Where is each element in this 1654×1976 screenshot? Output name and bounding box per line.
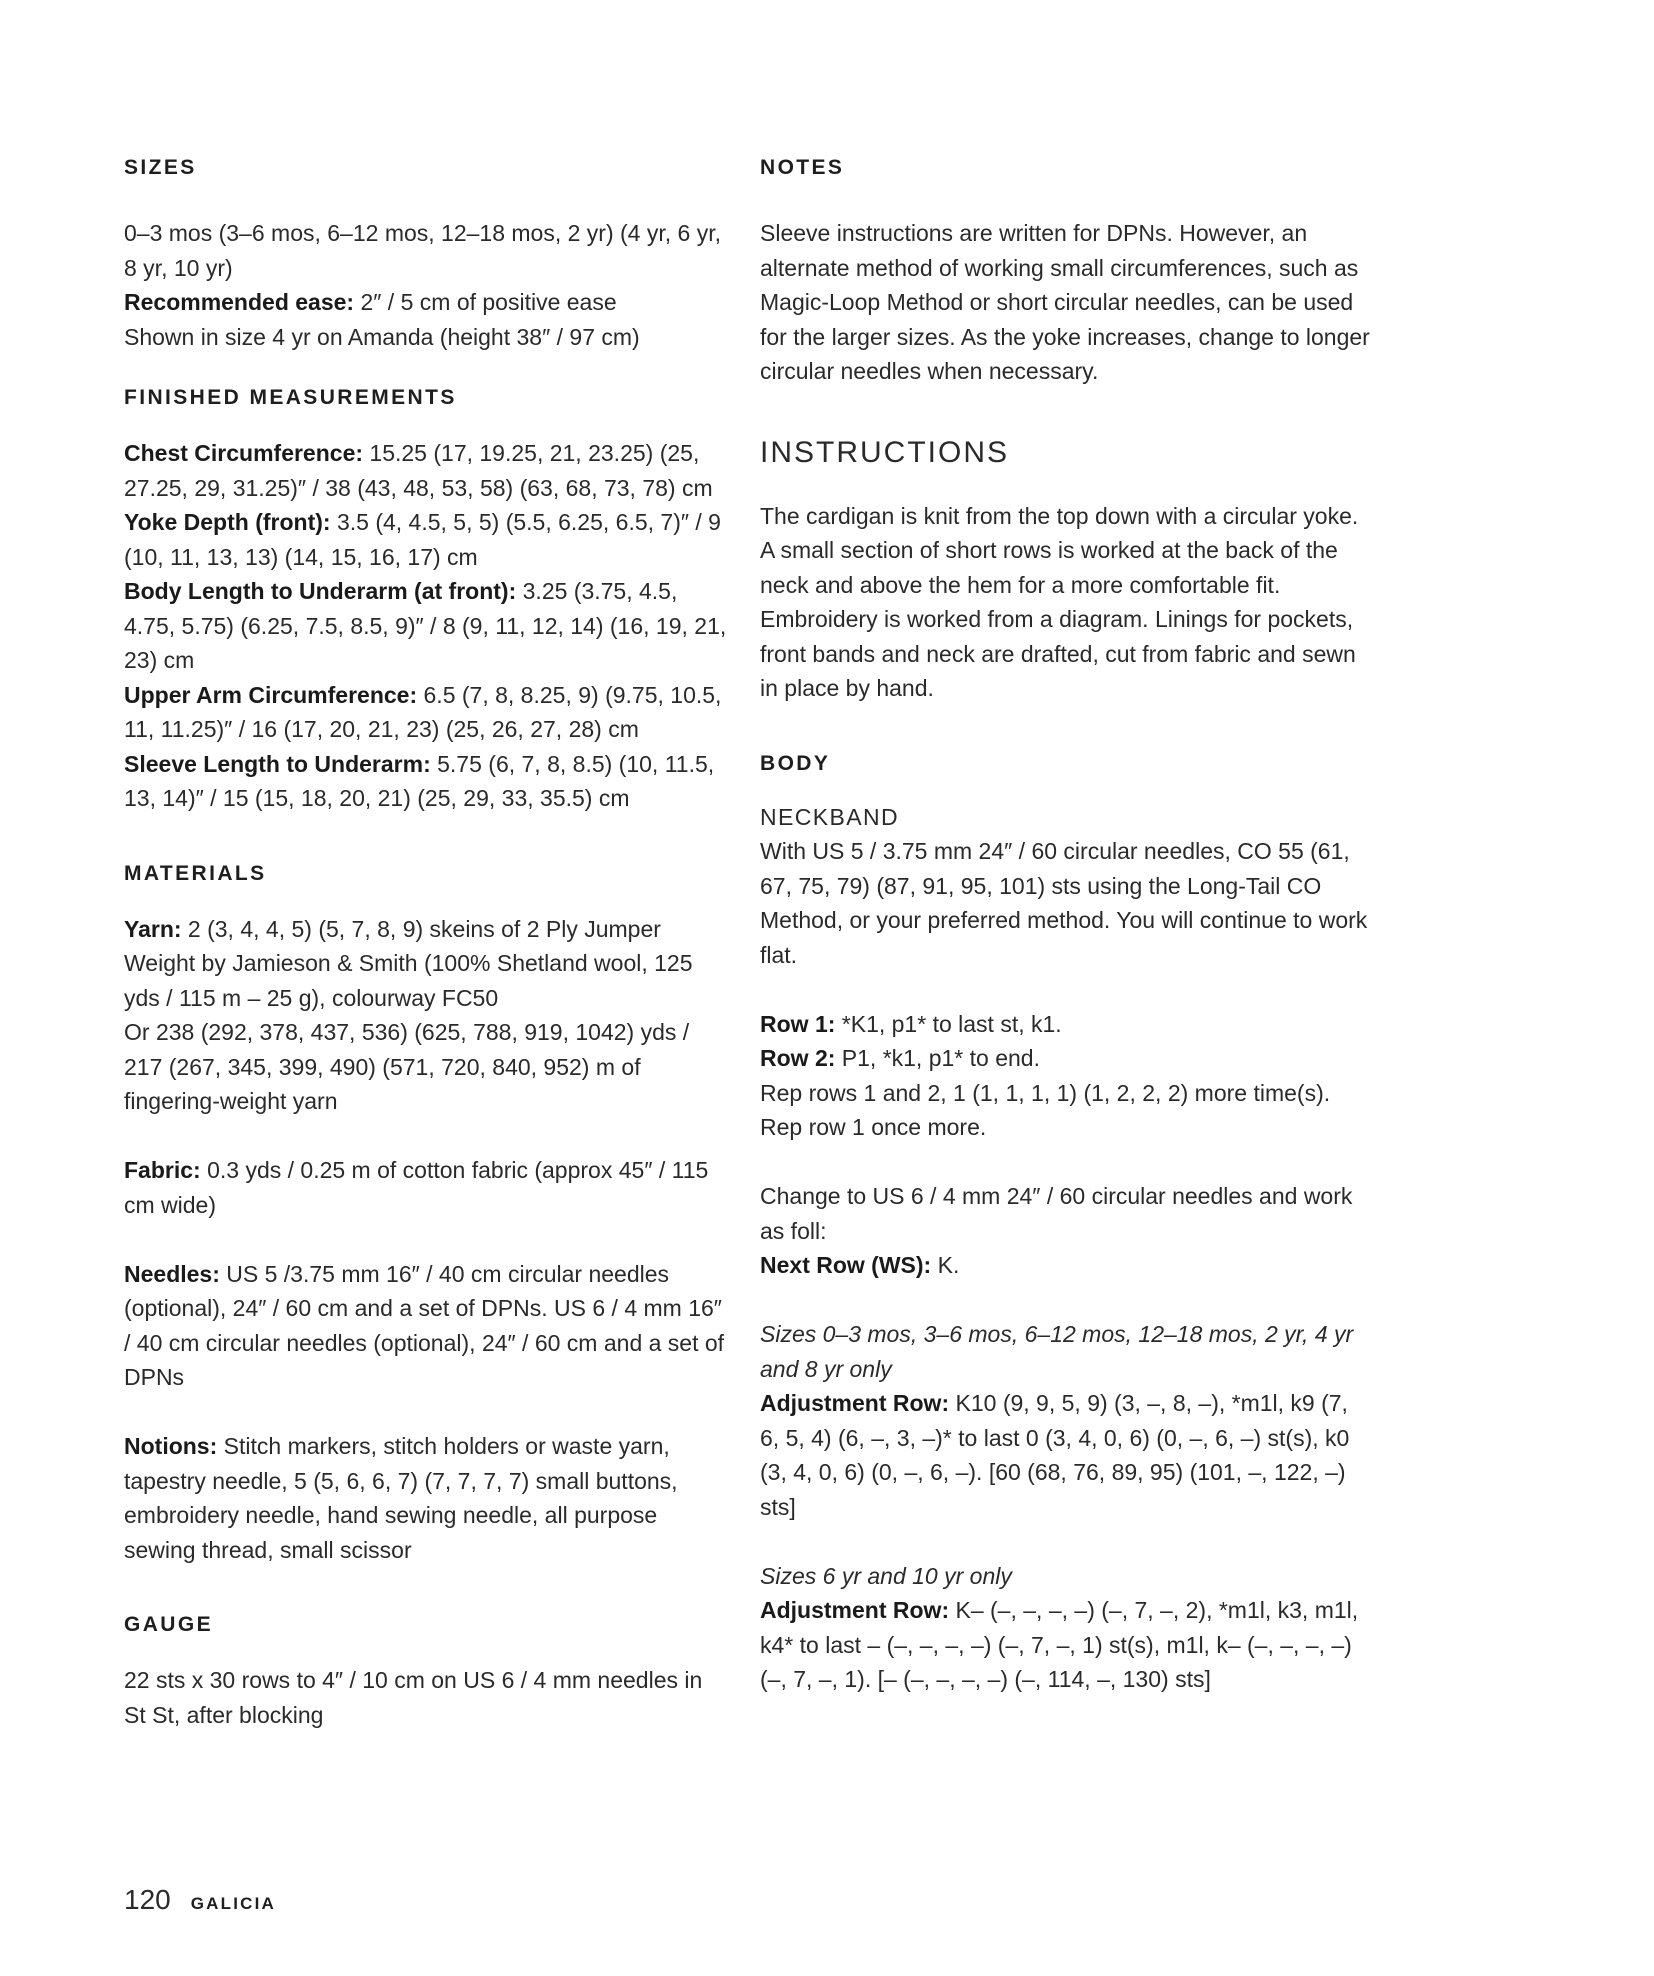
materials-heading: MATERIALS bbox=[124, 861, 267, 885]
measure-chest bbox=[124, 436, 730, 505]
finished-measurements-heading: FINISHED MEASUREMENTS bbox=[124, 386, 457, 409]
fabric-value: 0.3 yds / 0.25 m of cotton fabric (approx 45″ / 115 cm wide) bbox=[124, 1157, 709, 1218]
measure-value: 5.75 (6, 7, 8, 8.5) (10, 11.5, 13, 14)″ / 15 (15, 18, 20, 21) (25, 29, 33, 35.5) cm bbox=[124, 750, 715, 811]
yarn-label: Yarn: bbox=[124, 915, 182, 942]
row-2-label: Row 2: bbox=[760, 1045, 836, 1071]
instructions-text: The cardigan is knit from the top down with a circular yoke. A small section of short rows is worked at the back of the neck and above the hem for a more comfortable fit. Embroidery is worked from a diagram. Linings for pockets, front bands and neck are drafted, cut from fabric and sewn in place by hand. bbox=[760, 502, 1359, 701]
repeat-text: Rep rows 1 and 2, 1 (1, 1, 1, 1) (1, 2, 2, 2) more time(s). Rep row 1 once more. bbox=[760, 1079, 1331, 1140]
gauge-heading: GAUGE bbox=[124, 1613, 214, 1636]
neckband-heading: NECKBAND bbox=[760, 803, 900, 830]
notes-text: Sleeve instructions are written for DPNs. However, an alternate method of working small circumferences, such as Magic-Loop Method or short circular needles, can be used for the larger sizes. As the yoke increases, change to longer circular needles when necessary. bbox=[760, 220, 1370, 384]
notions-value: Stitch markers, stitch holders or waste yarn, tapestry needle, 5 (5, 6, 6, 7) (7, 7, 7, 7) small buttons, embroidery needle, hand sewing needle, all purpose sewing thread, small scissor bbox=[124, 1433, 678, 1563]
notes-heading: NOTES bbox=[760, 156, 845, 179]
sizes-subheading-b bbox=[760, 1559, 1370, 1594]
notions bbox=[124, 1429, 730, 1567]
measure-sleeve-length bbox=[124, 747, 730, 816]
ease-value: 2″ / 5 cm of positive ease bbox=[354, 289, 617, 315]
row-1-label: Row 1: bbox=[760, 1010, 836, 1037]
measure-yoke bbox=[124, 505, 730, 574]
yarn bbox=[124, 912, 730, 1016]
notions-label: Notions: bbox=[124, 1433, 218, 1459]
recommended-ease bbox=[124, 285, 730, 320]
sizes-subheading-a bbox=[760, 1317, 1370, 1386]
gauge-text: 22 sts x 30 rows to 4″ / 10 cm on US 6 / 4 mm needles in St St, after blocking bbox=[124, 1667, 703, 1728]
measure-value: 6.5 (7, 8, 8.25, 9) (9.75, 10.5, 11, 11.25)″ / 16 (17, 20, 21, 23) (25, 26, 27, 28) cm bbox=[124, 681, 722, 742]
running-title: GALICIA bbox=[190, 1894, 277, 1913]
change-needles-text: Change to US 6 / 4 mm 24″ / 60 circular needles and work as foll: bbox=[760, 1183, 1353, 1244]
measure-value: 3.25 (3.75, 4.5, 4.75, 5.75) (6.25, 7.5, 8.5, 9)″ / 8 (9, 11, 12, 14) (16, 19, 21, 23) cm bbox=[124, 578, 727, 673]
left-column bbox=[124, 150, 730, 1732]
next-row-label: Next Row (WS): bbox=[760, 1252, 932, 1278]
measure-label: Body Length to Underarm (at front): bbox=[124, 578, 517, 604]
adjustment-label: Adjustment Row: bbox=[760, 1597, 950, 1623]
sizes-b-text: Sizes 6 yr and 10 yr only bbox=[760, 1562, 1012, 1589]
measure-label: Chest Circumference: bbox=[124, 440, 364, 466]
row-2-value: P1, *k1, p1* to end. bbox=[835, 1045, 1040, 1071]
measure-body-length bbox=[124, 574, 730, 678]
next-row-value: K. bbox=[931, 1252, 960, 1278]
sizes-heading: SIZES bbox=[124, 156, 197, 179]
needles-label: Needles: bbox=[124, 1260, 220, 1287]
next-row bbox=[760, 1248, 1370, 1283]
row-1 bbox=[760, 1007, 1370, 1042]
row-1-value: *K1, p1* to last st, k1. bbox=[835, 1010, 1062, 1037]
measure-label: Upper Arm Circumference: bbox=[124, 681, 418, 708]
row-2 bbox=[760, 1041, 1370, 1076]
yarn-alternative: Or 238 (292, 378, 437, 536) (625, 788, 919, 1042) yds / 217 (267, 345, 399, 490) (571, 720, 840, 952) m of fingering-weight yarn bbox=[124, 1019, 690, 1114]
sizes-a-text: Sizes 0–3 mos, 3–6 mos, 6–12 mos, 12–18 mos, 2 yr, 4 yr and 8 yr only bbox=[760, 1321, 1354, 1382]
instructions-heading: INSTRUCTIONS bbox=[760, 435, 1009, 469]
measure-value: 15.25 (17, 19.25, 21, 23.25) (25, 27.25, 29, 31.25)″ / 38 (43, 48, 53, 58) (63, 68, 73, 78) cm bbox=[124, 440, 713, 501]
measure-upper-arm bbox=[124, 678, 730, 747]
measure-value: 3.5 (4, 4.5, 5, 5) (5.5, 6.25, 6.5, 7)″ / 9 (10, 11, 13, 13) (14, 15, 16, 17) cm bbox=[124, 509, 721, 570]
neckband-text: With US 5 / 3.75 mm 24″ / 60 circular needles, CO 55 (61, 67, 75, 79) (87, 91, 95, 101) sts using the Long-Tail CO Method, or your preferred method. You will continue to work flat. bbox=[760, 838, 1368, 968]
needles bbox=[124, 1257, 730, 1395]
yarn-value: 2 (3, 4, 4, 5) (5, 7, 8, 9) skeins of 2 Ply Jumper Weight by Jamieson & Smith (100% Shetland wool, 125 yds / 115 m – 25 g), colourway FC50 bbox=[124, 915, 693, 1011]
measure-label: Sleeve Length to Underarm: bbox=[124, 750, 431, 777]
sizes-line: 0–3 mos (3–6 mos, 6–12 mos, 12–18 mos, 2 yr) (4 yr, 6 yr, 8 yr, 10 yr) bbox=[124, 220, 721, 281]
page-number: 120 bbox=[124, 1884, 171, 1915]
fabric bbox=[124, 1153, 730, 1222]
page-footer bbox=[124, 1884, 276, 1916]
measure-label: Yoke Depth (front): bbox=[124, 509, 331, 535]
adjustment-label: Adjustment Row: bbox=[760, 1390, 950, 1416]
adjustment-row-a bbox=[760, 1386, 1370, 1524]
fabric-label: Fabric: bbox=[124, 1157, 201, 1183]
ease-label: Recommended ease: bbox=[124, 289, 355, 315]
adjustment-value: K– (–, –, –, –) (–, 7, –, 2), *m1l, k3, m1l, k4* to last – (–, –, –, –) (–, 7, –, 1) st(s), m1l, k– (–, –, –, –) (–, 7, –, 1). [– (–, –, –, –) (–, 114, –, 130) sts] bbox=[760, 1597, 1359, 1692]
needles-value: US 5 /3.75 mm 16″ / 40 cm circular needles (optional), 24″ / 60 cm and a set of DPNs. US 6 / 4 mm 16″ / 40 cm circular needles (optional), 24″ / 60 cm and a set of DPNs bbox=[124, 1260, 725, 1390]
adjustment-row-b bbox=[760, 1593, 1370, 1697]
shown-in-size: Shown in size 4 yr on Amanda (height 38″ / 97 cm) bbox=[124, 323, 640, 350]
right-column bbox=[760, 150, 1370, 1697]
adjustment-value: K10 (9, 9, 5, 9) (3, –, 8, –), *m1l, k9 (7, 6, 5, 4) (6, –, 3, –)* to last 0 (3, 4, 0, 6) (0, –, 6, –) st(s), k0 (3, 4, 0, 6) (0, –, 6, –). [60 (68, 76, 89, 95) (101, –, 122, –) sts] bbox=[760, 1390, 1350, 1520]
body-heading: BODY bbox=[760, 751, 831, 775]
